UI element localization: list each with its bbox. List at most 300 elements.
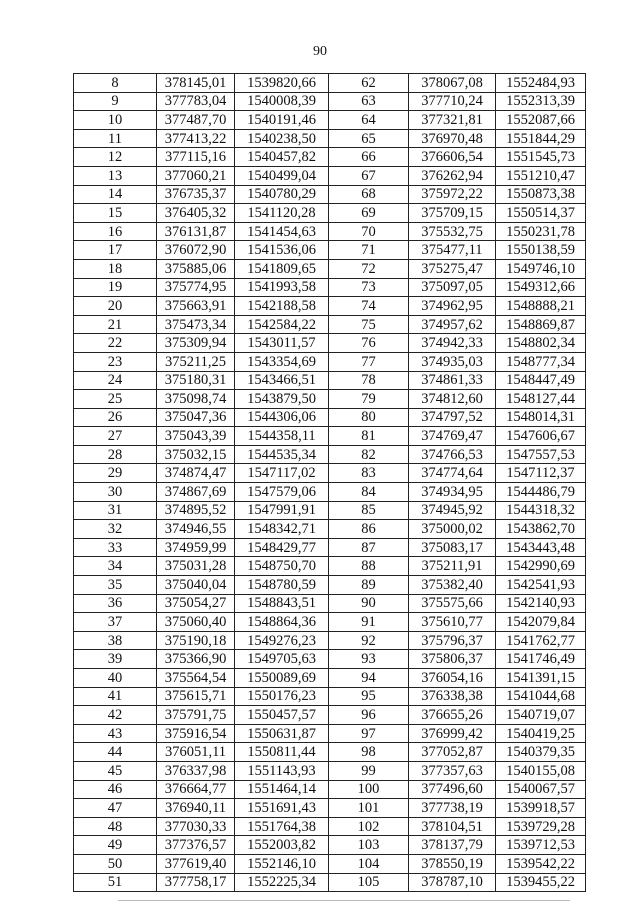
x-coordinate-right: 377738,19	[409, 799, 496, 818]
point-number-right: 97	[329, 724, 409, 743]
table-row	[74, 427, 586, 446]
y-coordinate-left: 1550457,57	[235, 706, 329, 725]
point-number-left: 50	[74, 854, 157, 873]
y-coordinate-right: 1539729,28	[496, 817, 586, 836]
table-row	[74, 129, 586, 148]
x-coordinate-left: 375473,34	[157, 315, 235, 334]
x-coordinate-left: 375047,36	[157, 408, 235, 427]
table-row	[74, 334, 586, 353]
x-coordinate-right: 374797,52	[409, 408, 496, 427]
x-coordinate-right: 377321,81	[409, 111, 496, 130]
table-row	[74, 576, 586, 595]
x-coordinate-left: 376337,98	[157, 761, 235, 780]
x-coordinate-right: 375806,37	[409, 650, 496, 669]
table-row	[74, 854, 586, 873]
point-number-left: 20	[74, 297, 157, 316]
x-coordinate-right: 376655,26	[409, 706, 496, 725]
x-coordinate-left: 376940,11	[157, 799, 235, 818]
x-coordinate-left: 375615,71	[157, 687, 235, 706]
y-coordinate-right: 1548802,34	[496, 334, 586, 353]
x-coordinate-right: 375097,05	[409, 278, 496, 297]
x-coordinate-right: 375610,77	[409, 613, 496, 632]
x-coordinate-left: 375564,54	[157, 669, 235, 688]
point-number-right: 72	[329, 259, 409, 278]
y-coordinate-right: 1550138,59	[496, 241, 586, 260]
table-row	[74, 873, 586, 892]
y-coordinate-right: 1539455,22	[496, 873, 586, 892]
x-coordinate-left: 375098,74	[157, 390, 235, 409]
x-coordinate-right: 376606,54	[409, 148, 496, 167]
point-number-left: 30	[74, 483, 157, 502]
x-coordinate-right: 375083,17	[409, 538, 496, 557]
x-coordinate-right: 374934,95	[409, 483, 496, 502]
x-coordinate-left: 376131,87	[157, 222, 235, 241]
table-row	[74, 445, 586, 464]
point-number-right: 103	[329, 836, 409, 855]
y-coordinate-left: 1541809,65	[235, 259, 329, 278]
y-coordinate-left: 1550811,44	[235, 743, 329, 762]
x-coordinate-left: 375791,75	[157, 706, 235, 725]
table-row	[74, 483, 586, 502]
x-coordinate-left: 375032,15	[157, 445, 235, 464]
y-coordinate-right: 1548447,49	[496, 371, 586, 390]
y-coordinate-left: 1550631,87	[235, 724, 329, 743]
x-coordinate-left: 374874,47	[157, 464, 235, 483]
point-number-right: 76	[329, 334, 409, 353]
table-row	[74, 166, 586, 185]
y-coordinate-right: 1548777,34	[496, 352, 586, 371]
point-number-left: 31	[74, 501, 157, 520]
point-number-left: 37	[74, 613, 157, 632]
point-number-right: 104	[329, 854, 409, 873]
x-coordinate-right: 376999,42	[409, 724, 496, 743]
y-coordinate-left: 1552146,10	[235, 854, 329, 873]
point-number-left: 11	[74, 129, 157, 148]
x-coordinate-left: 377115,16	[157, 148, 235, 167]
point-number-left: 24	[74, 371, 157, 390]
point-number-right: 63	[329, 92, 409, 111]
x-coordinate-left: 377030,33	[157, 817, 235, 836]
table-row	[74, 613, 586, 632]
y-coordinate-left: 1548780,59	[235, 576, 329, 595]
x-coordinate-right: 375532,75	[409, 222, 496, 241]
point-number-left: 8	[74, 74, 157, 93]
y-coordinate-right: 1549746,10	[496, 259, 586, 278]
y-coordinate-right: 1542990,69	[496, 557, 586, 576]
y-coordinate-left: 1551764,38	[235, 817, 329, 836]
point-number-right: 92	[329, 631, 409, 650]
point-number-right: 80	[329, 408, 409, 427]
point-number-left: 40	[74, 669, 157, 688]
point-number-left: 46	[74, 780, 157, 799]
point-number-left: 28	[74, 445, 157, 464]
x-coordinate-right: 374769,47	[409, 427, 496, 446]
point-number-right: 96	[329, 706, 409, 725]
x-coordinate-left: 377060,21	[157, 166, 235, 185]
point-number-left: 10	[74, 111, 157, 130]
x-coordinate-right: 378137,79	[409, 836, 496, 855]
point-number-right: 84	[329, 483, 409, 502]
x-coordinate-left: 376072,90	[157, 241, 235, 260]
y-coordinate-left: 1551691,43	[235, 799, 329, 818]
y-coordinate-left: 1544535,34	[235, 445, 329, 464]
table-row	[74, 222, 586, 241]
y-coordinate-left: 1541536,06	[235, 241, 329, 260]
point-number-left: 15	[74, 204, 157, 223]
y-coordinate-left: 1540008,39	[235, 92, 329, 111]
x-coordinate-right: 377496,60	[409, 780, 496, 799]
point-number-left: 22	[74, 334, 157, 353]
table-row	[74, 278, 586, 297]
y-coordinate-left: 1540238,50	[235, 129, 329, 148]
y-coordinate-right: 1547606,67	[496, 427, 586, 446]
y-coordinate-left: 1552225,34	[235, 873, 329, 892]
point-number-left: 42	[74, 706, 157, 725]
x-coordinate-right: 374945,92	[409, 501, 496, 520]
y-coordinate-left: 1548429,77	[235, 538, 329, 557]
table-body	[74, 74, 586, 892]
y-coordinate-right: 1541044,68	[496, 687, 586, 706]
point-number-right: 67	[329, 166, 409, 185]
x-coordinate-left: 377487,70	[157, 111, 235, 130]
y-coordinate-left: 1548750,70	[235, 557, 329, 576]
x-coordinate-left: 374946,55	[157, 520, 235, 539]
x-coordinate-left: 375040,04	[157, 576, 235, 595]
table-row	[74, 520, 586, 539]
point-number-left: 49	[74, 836, 157, 855]
y-coordinate-right: 1543862,70	[496, 520, 586, 539]
point-number-left: 17	[74, 241, 157, 260]
point-number-left: 23	[74, 352, 157, 371]
table-row	[74, 185, 586, 204]
y-coordinate-left: 1541993,58	[235, 278, 329, 297]
point-number-left: 21	[74, 315, 157, 334]
x-coordinate-right: 378067,08	[409, 74, 496, 93]
y-coordinate-left: 1540780,29	[235, 185, 329, 204]
point-number-right: 91	[329, 613, 409, 632]
table-row	[74, 669, 586, 688]
table-row	[74, 111, 586, 130]
y-coordinate-left: 1543879,50	[235, 390, 329, 409]
point-number-right: 94	[329, 669, 409, 688]
table-row	[74, 594, 586, 613]
x-coordinate-right: 374861,33	[409, 371, 496, 390]
table-row	[74, 148, 586, 167]
y-coordinate-right: 1540719,07	[496, 706, 586, 725]
x-coordinate-left: 377783,04	[157, 92, 235, 111]
y-coordinate-left: 1552003,82	[235, 836, 329, 855]
point-number-right: 65	[329, 129, 409, 148]
y-coordinate-right: 1552484,93	[496, 74, 586, 93]
y-coordinate-right: 1542140,93	[496, 594, 586, 613]
table-row	[74, 687, 586, 706]
table-row	[74, 241, 586, 260]
y-coordinate-left: 1549705,63	[235, 650, 329, 669]
y-coordinate-right: 1550873,38	[496, 185, 586, 204]
y-coordinate-right: 1552087,66	[496, 111, 586, 130]
table-row	[74, 74, 586, 93]
point-number-left: 51	[74, 873, 157, 892]
y-coordinate-right: 1548869,87	[496, 315, 586, 334]
point-number-right: 82	[329, 445, 409, 464]
point-number-left: 12	[74, 148, 157, 167]
table-row	[74, 371, 586, 390]
x-coordinate-left: 377619,40	[157, 854, 235, 873]
table-row	[74, 92, 586, 111]
y-coordinate-left: 1548843,51	[235, 594, 329, 613]
table-row	[74, 724, 586, 743]
x-coordinate-left: 376051,11	[157, 743, 235, 762]
x-coordinate-right: 377710,24	[409, 92, 496, 111]
x-coordinate-left: 375366,90	[157, 650, 235, 669]
point-number-left: 41	[74, 687, 157, 706]
point-number-right: 78	[329, 371, 409, 390]
y-coordinate-left: 1551464,14	[235, 780, 329, 799]
table-row	[74, 501, 586, 520]
y-coordinate-right: 1547112,37	[496, 464, 586, 483]
point-number-left: 18	[74, 259, 157, 278]
x-coordinate-right: 376338,38	[409, 687, 496, 706]
x-coordinate-left: 375309,94	[157, 334, 235, 353]
x-coordinate-left: 375190,18	[157, 631, 235, 650]
y-coordinate-right: 1542541,93	[496, 576, 586, 595]
y-coordinate-left: 1541120,28	[235, 204, 329, 223]
point-number-right: 68	[329, 185, 409, 204]
point-number-right: 62	[329, 74, 409, 93]
y-coordinate-left: 1544358,11	[235, 427, 329, 446]
x-coordinate-left: 374867,69	[157, 483, 235, 502]
table-row	[74, 352, 586, 371]
x-coordinate-left: 375060,40	[157, 613, 235, 632]
point-number-right: 86	[329, 520, 409, 539]
point-number-right: 74	[329, 297, 409, 316]
x-coordinate-right: 374942,33	[409, 334, 496, 353]
point-number-left: 9	[74, 92, 157, 111]
y-coordinate-left: 1550089,69	[235, 669, 329, 688]
point-number-left: 27	[74, 427, 157, 446]
x-coordinate-right: 377357,63	[409, 761, 496, 780]
x-coordinate-right: 378787,10	[409, 873, 496, 892]
y-coordinate-right: 1544318,32	[496, 501, 586, 520]
table-row	[74, 390, 586, 409]
x-coordinate-left: 375885,06	[157, 259, 235, 278]
point-number-right: 85	[329, 501, 409, 520]
y-coordinate-right: 1549312,66	[496, 278, 586, 297]
y-coordinate-right: 1540155,08	[496, 761, 586, 780]
x-coordinate-left: 376405,32	[157, 204, 235, 223]
x-coordinate-left: 378145,01	[157, 74, 235, 93]
point-number-right: 66	[329, 148, 409, 167]
point-number-right: 83	[329, 464, 409, 483]
x-coordinate-right: 375796,37	[409, 631, 496, 650]
x-coordinate-left: 375031,28	[157, 557, 235, 576]
x-coordinate-left: 374959,99	[157, 538, 235, 557]
x-coordinate-right: 375382,40	[409, 576, 496, 595]
point-number-right: 90	[329, 594, 409, 613]
table-row	[74, 780, 586, 799]
x-coordinate-right: 375477,11	[409, 241, 496, 260]
point-number-left: 29	[74, 464, 157, 483]
y-coordinate-left: 1550176,23	[235, 687, 329, 706]
x-coordinate-left: 375774,95	[157, 278, 235, 297]
y-coordinate-left: 1544306,06	[235, 408, 329, 427]
x-coordinate-left: 375211,25	[157, 352, 235, 371]
y-coordinate-left: 1548864,36	[235, 613, 329, 632]
point-number-right: 69	[329, 204, 409, 223]
point-number-left: 34	[74, 557, 157, 576]
y-coordinate-right: 1551210,47	[496, 166, 586, 185]
point-number-left: 43	[74, 724, 157, 743]
y-coordinate-left: 1542188,58	[235, 297, 329, 316]
y-coordinate-right: 1551844,29	[496, 129, 586, 148]
point-number-right: 95	[329, 687, 409, 706]
table-row	[74, 538, 586, 557]
point-number-left: 16	[74, 222, 157, 241]
x-coordinate-left: 376664,77	[157, 780, 235, 799]
x-coordinate-right: 374957,62	[409, 315, 496, 334]
y-coordinate-right: 1540379,35	[496, 743, 586, 762]
x-coordinate-left: 375043,39	[157, 427, 235, 446]
x-coordinate-right: 377052,87	[409, 743, 496, 762]
point-number-right: 93	[329, 650, 409, 669]
point-number-left: 26	[74, 408, 157, 427]
x-coordinate-right: 375275,47	[409, 259, 496, 278]
table-row	[74, 408, 586, 427]
point-number-left: 32	[74, 520, 157, 539]
y-coordinate-right: 1539712,53	[496, 836, 586, 855]
point-number-right: 101	[329, 799, 409, 818]
point-number-right: 99	[329, 761, 409, 780]
table-row	[74, 297, 586, 316]
point-number-right: 75	[329, 315, 409, 334]
y-coordinate-left: 1539820,66	[235, 74, 329, 93]
point-number-left: 48	[74, 817, 157, 836]
table-row	[74, 315, 586, 334]
x-coordinate-right: 375575,66	[409, 594, 496, 613]
point-number-left: 25	[74, 390, 157, 409]
point-number-right: 70	[329, 222, 409, 241]
point-number-left: 13	[74, 166, 157, 185]
point-number-right: 88	[329, 557, 409, 576]
table-row	[74, 650, 586, 669]
x-coordinate-left: 376735,37	[157, 185, 235, 204]
table-row	[74, 631, 586, 650]
point-number-right: 71	[329, 241, 409, 260]
point-number-right: 98	[329, 743, 409, 762]
y-coordinate-right: 1552313,39	[496, 92, 586, 111]
y-coordinate-left: 1541454,63	[235, 222, 329, 241]
point-number-right: 89	[329, 576, 409, 595]
point-number-right: 81	[329, 427, 409, 446]
point-number-left: 14	[74, 185, 157, 204]
x-coordinate-right: 375972,22	[409, 185, 496, 204]
y-coordinate-right: 1539918,57	[496, 799, 586, 818]
x-coordinate-left: 374895,52	[157, 501, 235, 520]
y-coordinate-left: 1540499,04	[235, 166, 329, 185]
y-coordinate-left: 1549276,23	[235, 631, 329, 650]
y-coordinate-right: 1544486,79	[496, 483, 586, 502]
y-coordinate-right: 1542079,84	[496, 613, 586, 632]
y-coordinate-left: 1542584,22	[235, 315, 329, 334]
point-number-left: 35	[74, 576, 157, 595]
coordinates-table	[73, 73, 586, 892]
y-coordinate-left: 1543011,57	[235, 334, 329, 353]
x-coordinate-right: 374812,60	[409, 390, 496, 409]
page-number: 90	[313, 44, 327, 59]
x-coordinate-right: 374935,03	[409, 352, 496, 371]
y-coordinate-right: 1550514,37	[496, 204, 586, 223]
x-coordinate-right: 376970,48	[409, 129, 496, 148]
x-coordinate-left: 375663,91	[157, 297, 235, 316]
y-coordinate-left: 1543466,51	[235, 371, 329, 390]
x-coordinate-left: 377376,57	[157, 836, 235, 855]
point-number-left: 44	[74, 743, 157, 762]
point-number-right: 102	[329, 817, 409, 836]
point-number-right: 73	[329, 278, 409, 297]
y-coordinate-left: 1543354,69	[235, 352, 329, 371]
bottom-rule	[118, 900, 570, 901]
y-coordinate-left: 1548342,71	[235, 520, 329, 539]
point-number-left: 39	[74, 650, 157, 669]
table-row	[74, 557, 586, 576]
y-coordinate-right: 1547557,53	[496, 445, 586, 464]
y-coordinate-right: 1548888,21	[496, 297, 586, 316]
point-number-right: 77	[329, 352, 409, 371]
point-number-left: 36	[74, 594, 157, 613]
x-coordinate-right: 376054,16	[409, 669, 496, 688]
y-coordinate-right: 1541391,15	[496, 669, 586, 688]
table-row	[74, 817, 586, 836]
point-number-left: 33	[74, 538, 157, 557]
y-coordinate-left: 1540457,82	[235, 148, 329, 167]
y-coordinate-right: 1540419,25	[496, 724, 586, 743]
x-coordinate-right: 378104,51	[409, 817, 496, 836]
y-coordinate-left: 1547579,06	[235, 483, 329, 502]
x-coordinate-right: 375709,15	[409, 204, 496, 223]
x-coordinate-right: 374774,64	[409, 464, 496, 483]
y-coordinate-right: 1540067,57	[496, 780, 586, 799]
point-number-left: 45	[74, 761, 157, 780]
y-coordinate-left: 1540191,46	[235, 111, 329, 130]
x-coordinate-right: 374766,53	[409, 445, 496, 464]
y-coordinate-right: 1539542,22	[496, 854, 586, 873]
y-coordinate-right: 1548127,44	[496, 390, 586, 409]
point-number-right: 87	[329, 538, 409, 557]
point-number-left: 19	[74, 278, 157, 297]
x-coordinate-left: 375054,27	[157, 594, 235, 613]
table-row	[74, 761, 586, 780]
table-row	[74, 743, 586, 762]
table-row	[74, 836, 586, 855]
y-coordinate-right: 1550231,78	[496, 222, 586, 241]
x-coordinate-right: 375000,02	[409, 520, 496, 539]
point-number-left: 38	[74, 631, 157, 650]
x-coordinate-left: 377758,17	[157, 873, 235, 892]
point-number-right: 105	[329, 873, 409, 892]
table-row	[74, 259, 586, 278]
point-number-left: 47	[74, 799, 157, 818]
x-coordinate-left: 377413,22	[157, 129, 235, 148]
x-coordinate-right: 375211,91	[409, 557, 496, 576]
y-coordinate-right: 1551545,73	[496, 148, 586, 167]
x-coordinate-right: 376262,94	[409, 166, 496, 185]
x-coordinate-left: 375180,31	[157, 371, 235, 390]
point-number-right: 100	[329, 780, 409, 799]
table-row	[74, 204, 586, 223]
y-coordinate-right: 1541762,77	[496, 631, 586, 650]
table-row	[74, 799, 586, 818]
y-coordinate-right: 1548014,31	[496, 408, 586, 427]
